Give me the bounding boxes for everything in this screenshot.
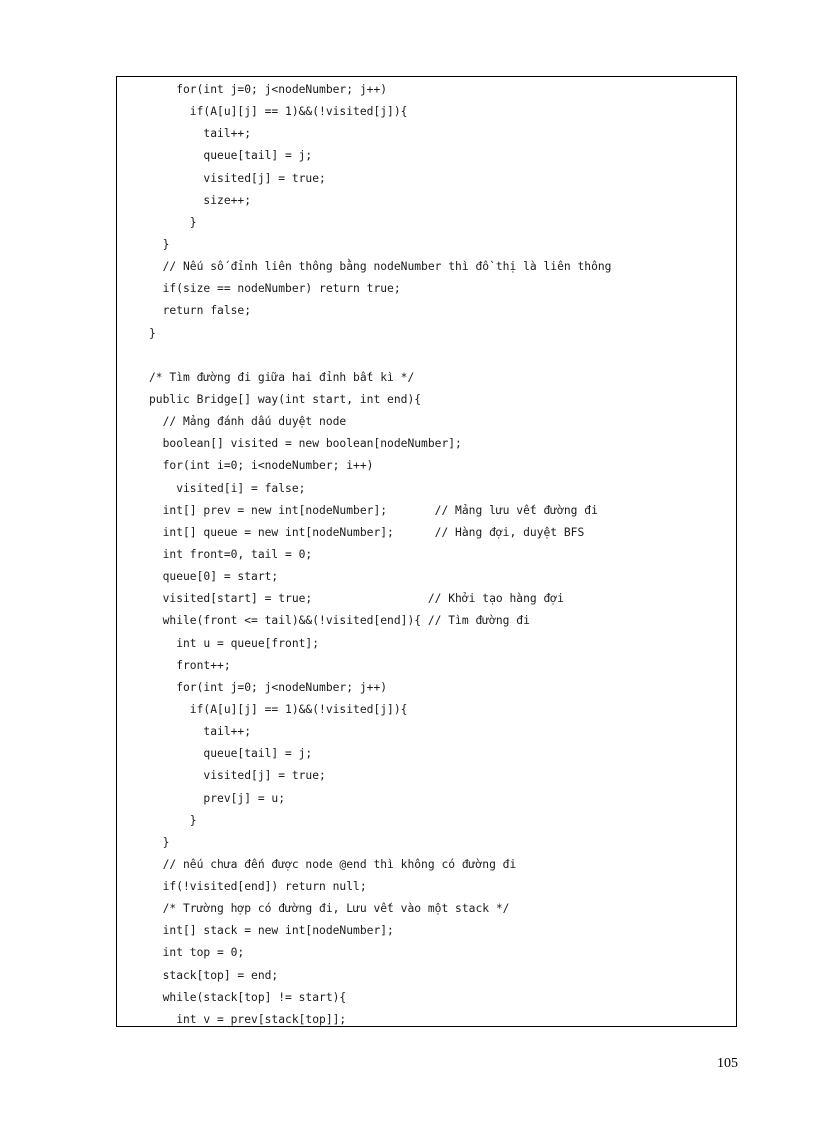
code-line: int top = 0; [149, 946, 245, 960]
code-line: int[] stack = new int[nodeNumber]; [149, 924, 394, 938]
code-line: int[] prev = new int[nodeNumber]; // Mảng lưu vết đường đi [149, 503, 598, 517]
code-line: queue[tail] = j; [149, 747, 313, 761]
code-line: if(size == nodeNumber) return true; [149, 282, 401, 296]
code-listing [149, 79, 736, 1027]
code-line: int u = queue[front]; [149, 636, 320, 650]
code-line: visited[j] = true; [149, 769, 326, 783]
code-line: for(int i=0; i<nodeNumber; i++) [149, 459, 374, 473]
code-line: while(front <= tail)&&(!visited[end]){ // Tìm đường đi [149, 614, 530, 628]
code-line: visited[j] = true; [149, 171, 326, 185]
code-line: boolean[] visited = new boolean[nodeNumber]; [149, 437, 462, 451]
code-line: for(int j=0; j<nodeNumber; j++) [149, 83, 388, 96]
code-line: } [149, 813, 197, 827]
code-line: return false; [149, 304, 252, 318]
code-line: visited[i] = false; [149, 481, 306, 495]
code-line: stack[top] = end; [149, 968, 279, 982]
code-line: } [149, 215, 197, 229]
code-line: // nếu chưa đến được node @end thì không có đường đi [149, 857, 517, 871]
code-line: visited[start] = true; // Khởi tạo hàng đợi [149, 592, 564, 606]
code-line: } [149, 326, 156, 340]
code-line: tail++; [149, 725, 252, 739]
code-listing-box [116, 76, 737, 1027]
code-line: prev[j] = u; [149, 791, 286, 805]
code-line: for(int j=0; j<nodeNumber; j++) [149, 680, 388, 694]
code-line: } [149, 237, 170, 251]
code-line: queue[tail] = j; [149, 149, 313, 163]
code-line: if(A[u][j] == 1)&&(!visited[j]){ [149, 105, 408, 119]
code-line: public Bridge[] way(int start, int end){ [149, 392, 422, 406]
page-number: 105 [717, 1056, 738, 1071]
code-line: front++; [149, 658, 231, 672]
code-line: queue[0] = start; [149, 570, 279, 584]
code-line: int v = prev[stack[top]]; [149, 1012, 347, 1026]
code-line: /* Trường hợp có đường đi, Lưu vết vào một stack */ [149, 902, 510, 916]
code-line: tail++; [149, 127, 252, 141]
code-line: // Mảng đánh dấu duyệt node [149, 415, 347, 429]
code-line: size++; [149, 193, 252, 207]
code-line: if(A[u][j] == 1)&&(!visited[j]){ [149, 702, 408, 716]
code-line: // Nếu số đỉnh liên thông bằng nodeNumber thì đồ thị là liên thông [149, 260, 612, 274]
code-line: if(!visited[end]) return null; [149, 880, 367, 894]
code-line: /* Tìm đường đi giữa hai đỉnh bất kì */ [149, 370, 415, 384]
code-line: int front=0, tail = 0; [149, 547, 313, 561]
code-line: int[] queue = new int[nodeNumber]; // Hàng đợi, duyệt BFS [149, 525, 585, 539]
code-line: while(stack[top] != start){ [149, 990, 347, 1004]
code-line: } [149, 835, 170, 849]
code-line [149, 345, 736, 367]
